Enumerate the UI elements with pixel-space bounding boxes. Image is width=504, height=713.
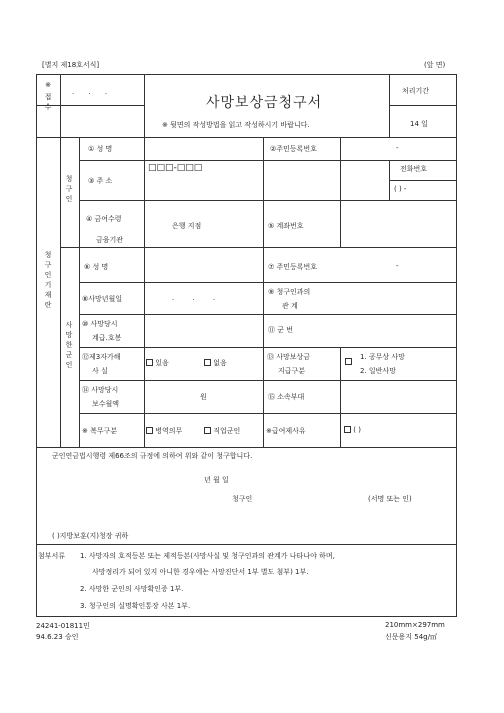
deceased-rrn-value: - <box>396 262 399 270</box>
payment-type-option-2: 2. 일반사망 <box>360 367 396 375</box>
receipt-mark: ※ <box>45 81 51 89</box>
payment-type-checkbox[interactable] <box>345 358 352 366</box>
monthly-pay-unit: 원 <box>200 393 207 401</box>
deceased-name-label: ⑥ 성 명 <box>84 263 109 271</box>
section-deceased-label: 사망한군인 <box>65 321 73 369</box>
claimant-name-label: ① 성 명 <box>88 145 113 153</box>
fault-no-option[interactable]: 없음 <box>204 358 227 368</box>
payment-type-option-1: 1. 공무상 사망 <box>360 353 405 361</box>
rank-label-1: ⑩ 사망당시 <box>82 320 118 328</box>
account-number-label: ⑤ 계좌번호 <box>268 222 304 230</box>
attachment-item-1b: 사망정리가 되어 있지 아니한 경우에는 사망진단서 1부 별도 첨부) 1부. <box>92 568 309 576</box>
phone-label: 전화번호 <box>400 165 428 173</box>
serial-number-label: ⑪ 군 번 <box>268 326 293 334</box>
relation-label-2: 관 계 <box>282 302 298 310</box>
claimant-rrn-value: - <box>396 144 399 152</box>
third-party-label-1: ⑫제3자가해 <box>82 353 121 361</box>
approval-date: 94.6.23 승인 <box>36 633 79 641</box>
fault-yes-option[interactable]: 있음 <box>146 358 169 368</box>
receipt-label: 접수 <box>44 93 52 111</box>
monthly-pay-label-2: 보수월액 <box>92 400 120 408</box>
receipt-date: . . . <box>72 88 114 96</box>
recipient-office: ( )지방보훈(지)청장 귀하 <box>52 532 129 540</box>
rank-label-2: 계급․호봉 <box>92 334 122 342</box>
deceased-rrn-label: ⑦ 주민등록번호 <box>268 263 318 271</box>
payment-type-label-2: 지급구분 <box>278 367 306 375</box>
service-duty-checkbox[interactable] <box>146 427 153 434</box>
bank-label-2: 금융기관 <box>96 236 124 244</box>
processing-period-label: 처리기간 <box>402 87 430 95</box>
claimant-rrn-label: ②주민등록번호 <box>270 145 317 153</box>
bank-value: 은행 지점 <box>172 222 202 230</box>
form-code: 24241-01811민 <box>36 622 90 630</box>
attachment-item-3: 3. 청구인의 실명확인통장 사본 1부. <box>80 602 191 610</box>
claimant-address-label: ③ 주 소 <box>88 177 113 185</box>
declaration-text: 군인연금법시행령 제66조의 규정에 의하여 위와 같이 청구합니다. <box>52 452 253 460</box>
third-party-label-2: 사 실 <box>92 367 108 375</box>
paper-size: 210mm×297mm <box>385 621 445 629</box>
instruction-note: ※ 뒷면의 작성방법을 읽고 작성하시기 바랍니다. <box>162 121 310 129</box>
declaration-date: 년 월 일 <box>204 476 229 484</box>
form-label: [별지 제18호서식] <box>42 61 100 69</box>
payment-type-label-1: ⑬ 사망보상금 <box>267 353 311 361</box>
processing-period-value: 14 일 <box>410 120 428 128</box>
service-career-checkbox[interactable] <box>204 427 211 434</box>
death-date-value: . . . <box>172 294 224 302</box>
monthly-pay-label-1: ⑭ 사망당시 <box>82 386 119 394</box>
section-claimant-label: 청구인 <box>65 175 73 203</box>
service-option-duty[interactable]: 병역의무 <box>146 426 182 436</box>
death-date-label: ⑧사망년월일 <box>82 295 123 303</box>
attachments-label: 첨부서류 <box>38 552 66 560</box>
form-title: 사망보상금청구서 <box>206 95 323 111</box>
fault-yes-checkbox[interactable] <box>146 359 153 366</box>
section-writer-label: 청구인기재란 <box>44 251 52 309</box>
attachment-item-2: 2. 사망한 군인의 사망확인증 1부. <box>80 585 184 593</box>
phone-value: ( ) - <box>394 185 407 193</box>
benefit-reason-field[interactable]: ( ) <box>344 426 361 434</box>
fault-no-checkbox[interactable] <box>204 359 211 366</box>
service-type-label: ※ 복무구분 <box>82 427 118 435</box>
signature-label: (서명 또는 인) <box>368 495 412 503</box>
page-side-label: (앞 면) <box>424 61 446 69</box>
bank-label-1: ④ 금여수령 <box>86 215 122 223</box>
relation-label-1: ⑨ 청구인과의 <box>268 288 311 296</box>
service-option-career[interactable]: 직업군인 <box>204 426 240 436</box>
declaration-claimant-label: 청구인 <box>232 495 253 503</box>
postal-code-boxes: □□□-□□□ <box>148 163 203 173</box>
unit-label: ⑮ 소속부대 <box>268 393 305 401</box>
benefit-reason-label: ※급여제사유 <box>266 427 306 435</box>
paper-type: 신문용지 54g/㎡ <box>385 633 437 641</box>
attachment-item-1a: 1. 사망자의 호적등본 또는 제적등본(사망사실 및 청구인과의 관계가 나타나야 하며, <box>80 552 335 560</box>
